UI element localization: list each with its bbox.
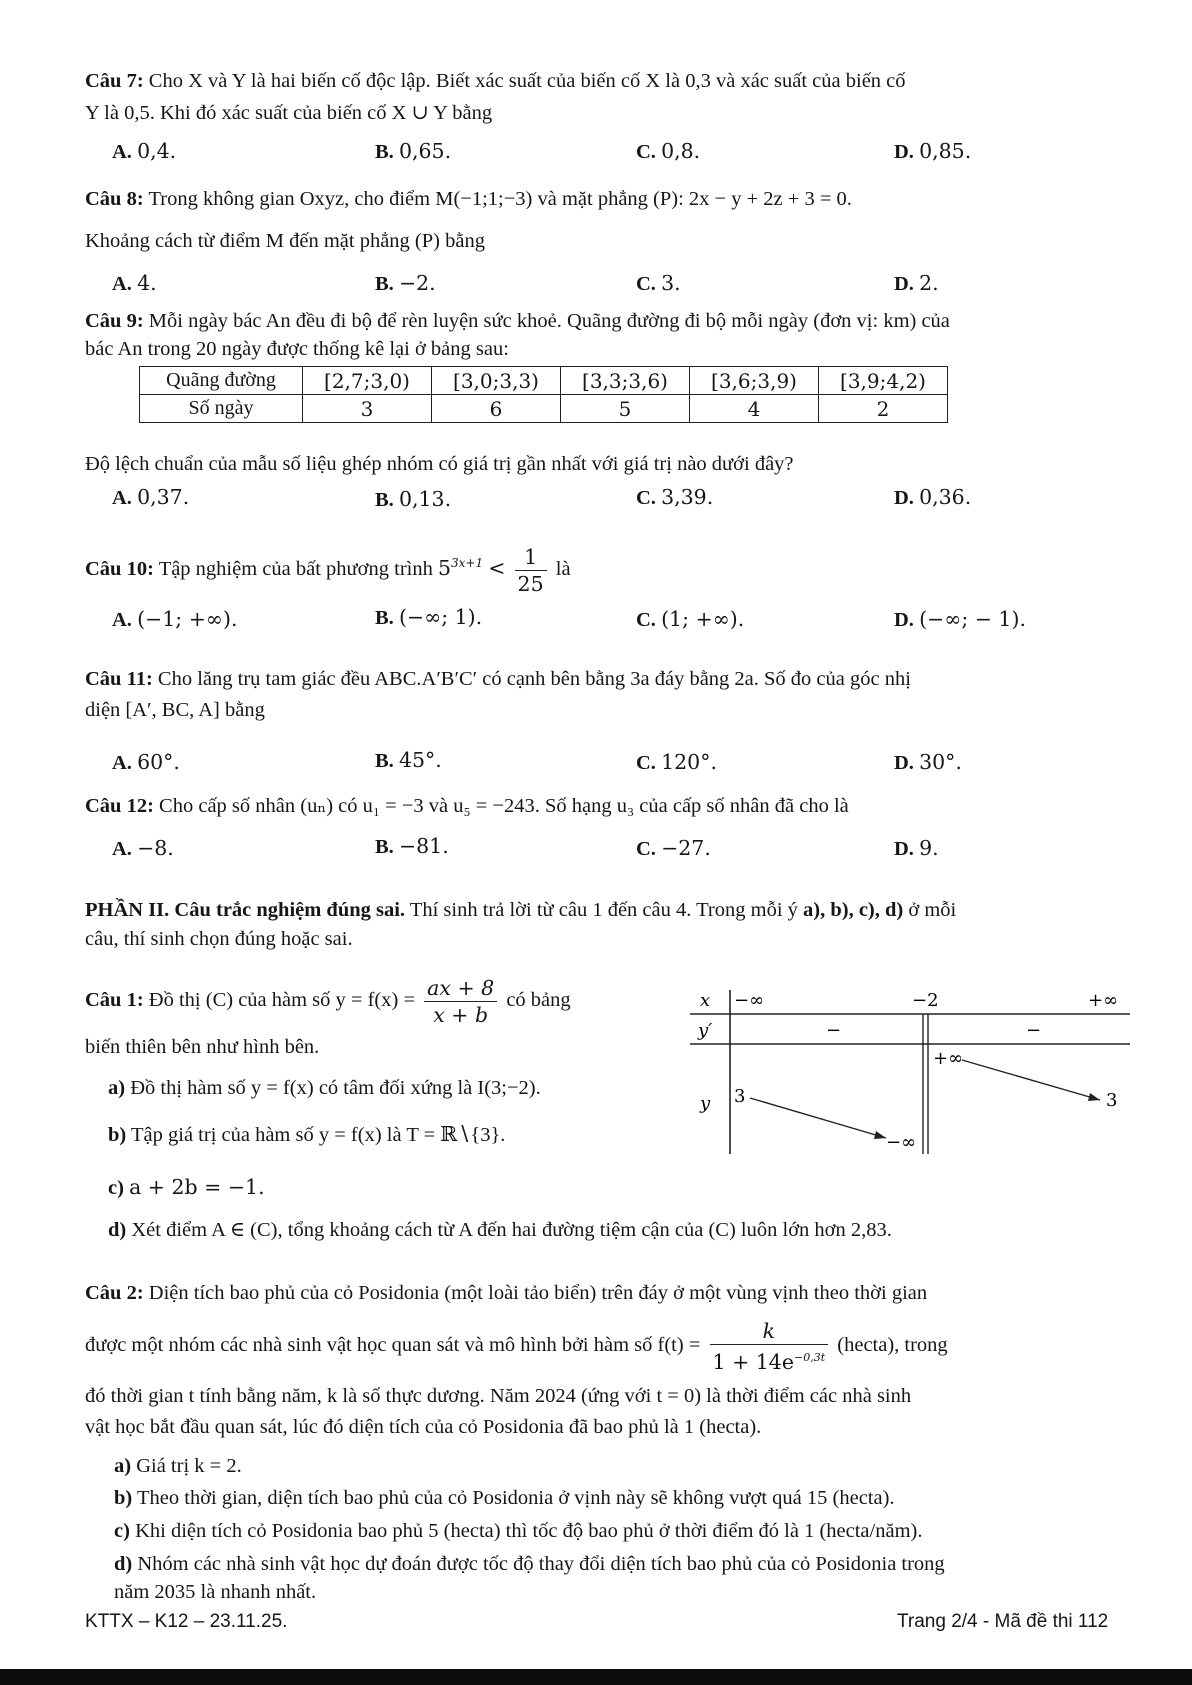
table-header-distance: Quãng đường xyxy=(140,367,303,395)
p2q2-item-a: a) Giá trị k = 2. xyxy=(114,1455,242,1477)
variation-table xyxy=(690,986,1130,1158)
q11-line2: diện [A′, BC, A] bằng xyxy=(85,699,265,721)
q10-exponent: 3x+1 xyxy=(451,556,484,570)
part2-intro-line2: câu, thí sinh chọn đúng hoặc sai. xyxy=(85,928,353,950)
p2q1-line2: biến thiên bên như hình bên. xyxy=(85,1036,320,1058)
vt-x-left: −∞ xyxy=(734,990,765,1011)
p2q1-text: Đồ thị (C) của hàm số y = f(x) = xyxy=(148,989,416,1011)
vt-y-label: y xyxy=(700,1093,711,1114)
q9-text-1: Mỗi ngày bác An đều đi bộ để rèn luyện sức khoẻ. Quãng đường đi bộ mỗi ngày (đơn vị: km) của xyxy=(148,310,950,332)
q7-option-b: B. 0,65. xyxy=(375,139,452,163)
q10-title: Câu 10: xyxy=(85,557,154,580)
table-cell: 6 xyxy=(432,395,561,423)
vt-y-right-bottom: 3 xyxy=(1106,1090,1118,1111)
q11-line1 xyxy=(85,666,911,693)
q9-option-b: B. 0,13. xyxy=(375,487,452,511)
p2q2-title: Câu 2: xyxy=(85,1282,144,1304)
q9-line3: Độ lệch chuẩn của mẫu số liệu ghép nhóm có giá trị gần nhất với giá trị nào dưới đây? xyxy=(85,453,794,475)
q7-option-c: C. 0,8. xyxy=(636,139,701,163)
p2q1-line1 xyxy=(85,973,571,1028)
p2q1-item-a: a) Đồ thị hàm số y = f(x) có tâm đối xứng là I(3;−2). xyxy=(108,1077,541,1099)
q12-option-c: C. −27. xyxy=(636,836,711,860)
part2-intro-line1: PHẦN II. Câu trắc nghiệm đúng sai. Thí sinh trả lời từ câu 1 đến câu 4. Trong mỗi ý a), b), c), d) ở mỗi xyxy=(85,899,957,921)
footer-left: KTTX – K12 – 23.11.25. xyxy=(85,1611,288,1632)
table-cell: 2 xyxy=(819,395,948,423)
vt-yp-left: − xyxy=(826,1020,842,1041)
p2q2-fraction: $\frac{k}{1 + 14e^{-0,3t}}$ xyxy=(710,1318,829,1375)
q8-line1 xyxy=(85,186,852,213)
p2q1-text-after: có bảng xyxy=(506,989,571,1011)
vt-arrow-right xyxy=(962,1060,1100,1100)
q8-text-1: Trong không gian Oxyz, cho điểm M(−1;1;−3) và mặt phẳng (P): 2x − y + 2z + 3 = 0. xyxy=(148,188,852,210)
p2q2-item-d: d) Nhóm các nhà sinh vật học dự đoán được tốc độ thay đổi diện tích bao phủ của cỏ Posidonia trong xyxy=(114,1553,945,1575)
p2q1-item-c: c) a + 2b = −1. xyxy=(108,1175,265,1199)
q10-base: 5 xyxy=(437,555,452,580)
vt-y-right-top: +∞ xyxy=(933,1048,964,1069)
q12-title: Câu 12: xyxy=(85,795,154,817)
q10-option-c: C. (1; +∞). xyxy=(636,607,745,631)
q12-text-1: Cho cấp số nhân (uₙ) có u₁ = −3 và u₅ = −243. Số hạng u₃ của cấp số nhân đã cho là xyxy=(159,795,849,817)
q8-option-d: D. 2. xyxy=(894,271,939,295)
vt-x-mid: −2 xyxy=(912,990,939,1011)
q10-relation: < xyxy=(488,555,506,580)
q12-option-b: B. −81. xyxy=(375,834,449,858)
vt-x-label: x xyxy=(700,990,711,1011)
p2q2-line1: Câu 2: Diện tích bao phủ của cỏ Posidonia (một loài tảo biển) trên đáy ở một vùng vịnh theo thời gian xyxy=(85,1282,928,1304)
p2q1-title: Câu 1: xyxy=(85,989,144,1011)
table-row xyxy=(140,395,948,423)
q9-option-a: A. 0,37. xyxy=(112,485,190,509)
q11-title: Câu 11: xyxy=(85,668,153,690)
q9-title: Câu 9: xyxy=(85,310,144,332)
q10-line1 xyxy=(85,536,571,597)
q10-fraction: $\frac{1}{25}$ xyxy=(515,544,547,597)
p2q1-item-b: b) Tập giá trị của hàm số y = f(x) là T = ℝ∖{3}. xyxy=(108,1124,506,1146)
q8-title: Câu 8: xyxy=(85,188,144,210)
q9-option-d: D. 0,36. xyxy=(894,485,972,509)
p2q1-fraction: $\frac{ax + 8}{x + b}$ xyxy=(424,975,497,1028)
q7-text-1: Cho X và Y là hai biến cố độc lập. Biết xác suất của biến cố X là 0,3 và xác suất của biến cố xyxy=(148,70,906,92)
bottom-dark-bar xyxy=(0,1669,1192,1685)
vt-y-left-top: 3 xyxy=(734,1086,746,1107)
q8-option-b: B. −2. xyxy=(375,271,436,295)
footer-right: Trang 2/4 - Mã đề thi 112 xyxy=(897,1611,1109,1632)
vt-arrow-left xyxy=(750,1098,886,1138)
table-cell: 5 xyxy=(561,395,690,423)
part2-title: PHẦN II. Câu trắc nghiệm đúng sai. xyxy=(85,899,406,921)
table-cell: [3,9;4,2) xyxy=(819,367,948,395)
vt-y-left-bottom: −∞ xyxy=(886,1132,917,1153)
q9-line2: bác An trong 20 ngày được thống kê lại ở bảng sau: xyxy=(85,338,509,360)
table-cell: [2,7;3,0) xyxy=(303,367,432,395)
p2q2-item-c: c) Khi diện tích cỏ Posidonia bao phủ 5 (hecta) thì tốc độ bao phủ ở thời điểm đó là 1 (hecta/năm). xyxy=(114,1520,923,1542)
table-header-days: Số ngày xyxy=(140,395,303,423)
q12-option-d: D. 9. xyxy=(894,836,939,860)
q11-text-1: Cho lăng trụ tam giác đều ABC.A′B′C′ có cạnh bên bằng 3a đáy bằng 2a. Số đo của góc nhị xyxy=(157,668,911,690)
q8-option-a: A. 4. xyxy=(112,271,157,295)
q7-option-d: D. 0,85. xyxy=(894,139,972,163)
q7-option-a: A. 0,4. xyxy=(112,139,177,163)
q10-text-after: là xyxy=(555,557,571,580)
vt-yp-right: − xyxy=(1026,1020,1042,1041)
table-cell: 4 xyxy=(690,395,819,423)
table-cell: [3,6;3,9) xyxy=(690,367,819,395)
table-cell: [3,0;3,3) xyxy=(432,367,561,395)
q10-option-a: A. (−1; +∞). xyxy=(112,607,238,631)
table-cell: 3 xyxy=(303,395,432,423)
table-cell: [3,3;3,6) xyxy=(561,367,690,395)
p2q1-item-d: d) Xét điểm A ∈ (C), tổng khoảng cách từ A đến hai đường tiệm cận của (C) luôn lớn hơn 2,83. xyxy=(108,1219,892,1241)
p2q2-item-b: b) Theo thời gian, diện tích bao phủ của cỏ Posidonia ở vịnh này sẽ không vượt quá 15 (hecta). xyxy=(114,1487,895,1509)
q12-option-a: A. −8. xyxy=(112,836,174,860)
table-row xyxy=(140,367,948,395)
q11-option-c: C. 120°. xyxy=(636,750,717,774)
q10-text: Tập nghiệm của bất phương trình xyxy=(158,557,433,580)
q12-line1 xyxy=(85,793,849,820)
p2q2-line3: đó thời gian t tính bằng năm, k là số thực dương. Năm 2024 (ứng với t = 0) là thời điểm các nhà sinh xyxy=(85,1385,912,1407)
vt-x-right: +∞ xyxy=(1088,990,1119,1011)
p2q2-line2: được một nhóm các nhà sinh vật học quan sát và mô hình bởi hàm số f(t) = $\frac{k}{1 + 14e^{-0,3t}}$ (hecta), trong xyxy=(85,1319,948,1374)
q10-option-b: B. (−∞; 1). xyxy=(375,605,483,629)
q9-option-c: C. 3,39. xyxy=(636,485,714,509)
q11-option-d: D. 30°. xyxy=(894,750,962,774)
q10-option-d: D. (−∞; − 1). xyxy=(894,607,1026,631)
q9-line1 xyxy=(85,308,950,335)
vt-yprime-label: y′ xyxy=(698,1020,713,1041)
p2q2-line4: vật học bắt đầu quan sát, lúc đó diện tích của cỏ Posidonia đã bao phủ là 1 (hecta). xyxy=(85,1416,762,1438)
p2q2-item-d-line2: năm 2035 là nhanh nhất. xyxy=(114,1581,317,1603)
q7-line1 xyxy=(85,68,906,95)
q7-line2: Y là 0,5. Khi đó xác suất của biến cố X ∪ Y bằng xyxy=(85,102,493,124)
q11-option-a: A. 60°. xyxy=(112,750,180,774)
q8-option-c: C. 3. xyxy=(636,271,681,295)
q8-line2: Khoảng cách từ điểm M đến mặt phẳng (P) bằng xyxy=(85,230,485,252)
q11-option-b: B. 45°. xyxy=(375,748,442,772)
frequency-table xyxy=(139,366,948,423)
q7-title: Câu 7: xyxy=(85,70,144,92)
